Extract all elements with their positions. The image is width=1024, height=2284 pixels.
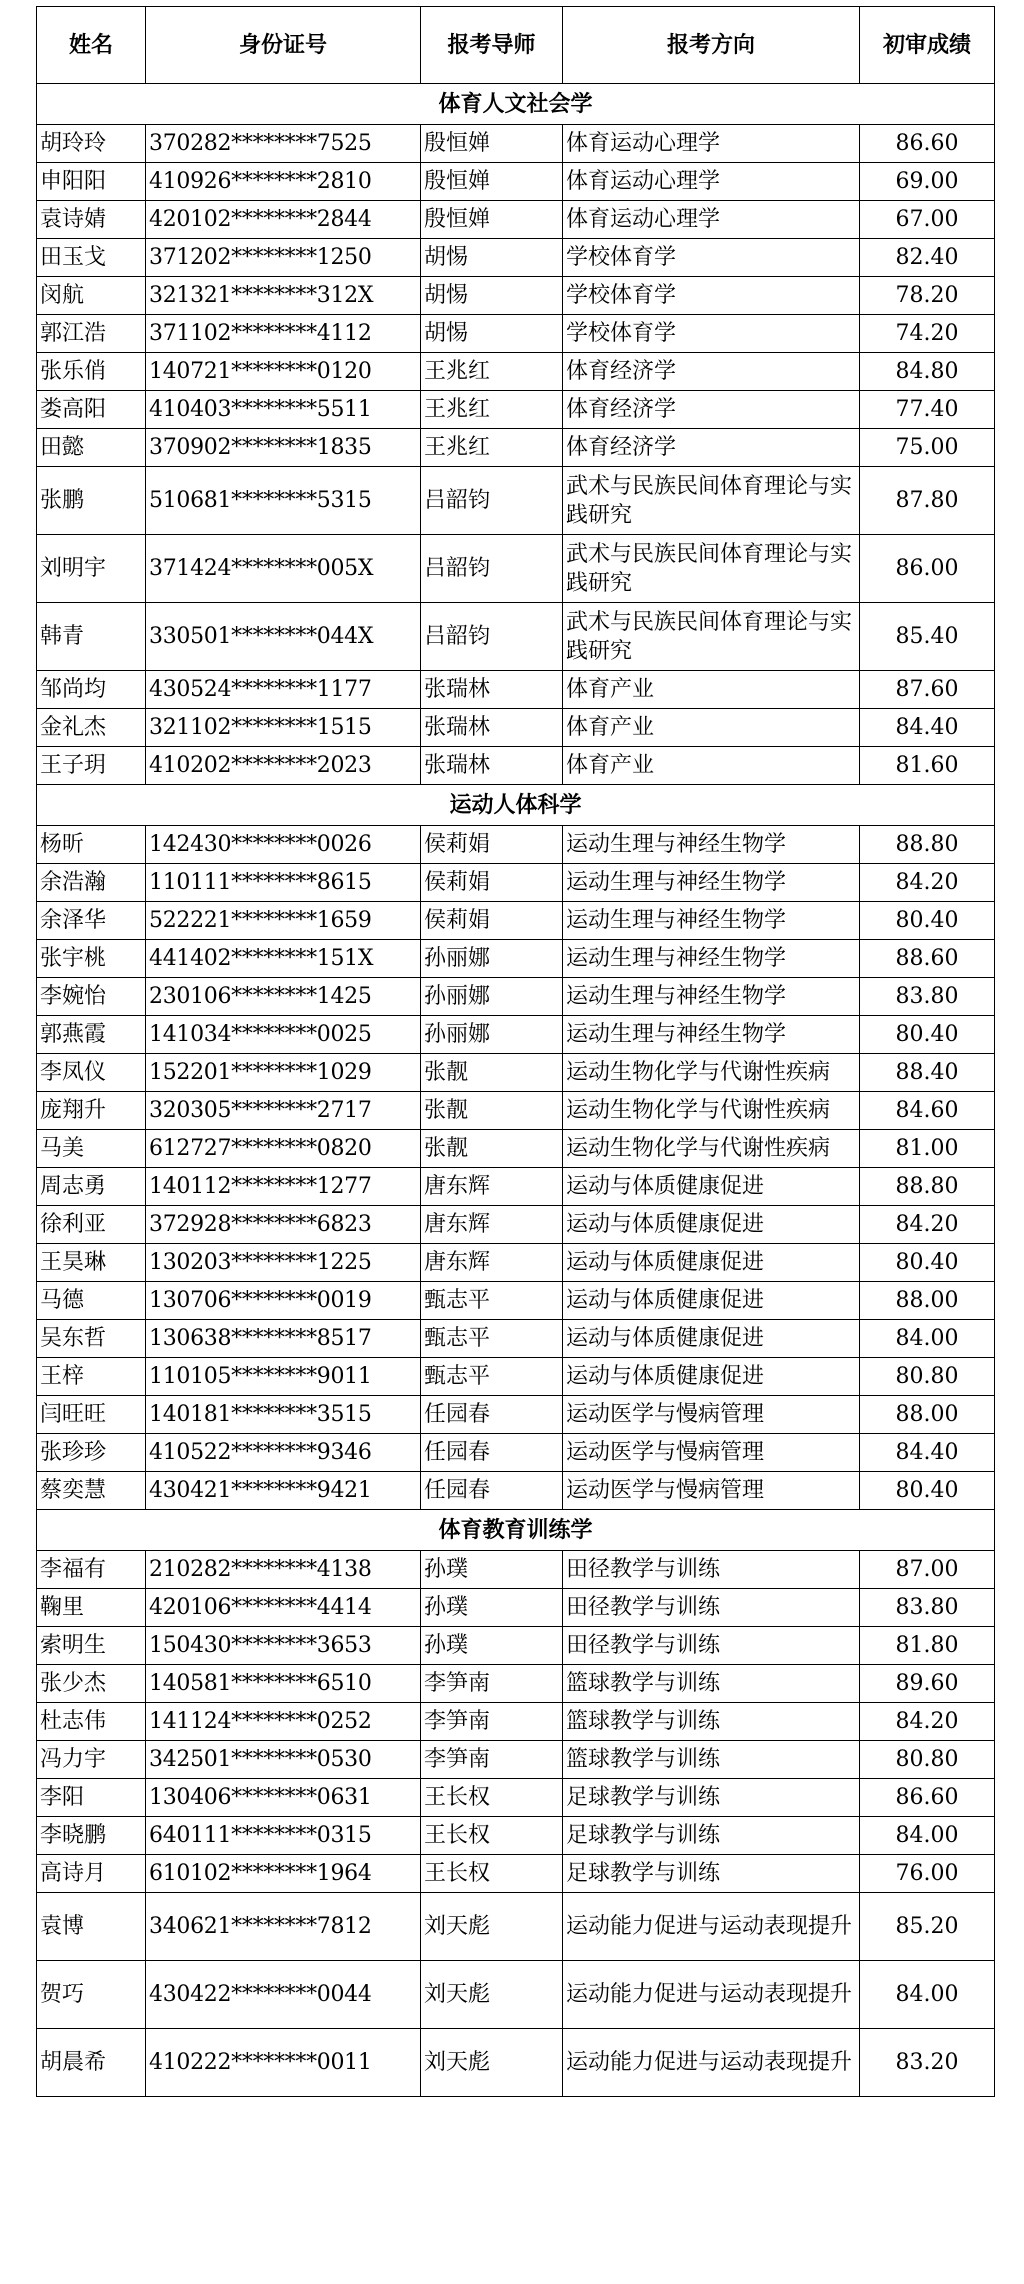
header-row (37, 7, 995, 84)
direction-cell: 篮球教学与训练 (563, 1741, 860, 1779)
table-row (37, 1244, 995, 1282)
direction-cell: 足球教学与训练 (563, 1779, 860, 1817)
tutor-cell: 李笋南 (421, 1665, 563, 1703)
id-cell: 612727********0820 (146, 1130, 421, 1168)
name-cell: 张珍珍 (37, 1434, 146, 1472)
id-cell: 230106********1425 (146, 978, 421, 1016)
direction-cell: 运动生理与神经生物学 (563, 1016, 860, 1054)
id-cell: 640111********0315 (146, 1817, 421, 1855)
name-cell: 邹尚均 (37, 671, 146, 709)
name-cell: 郭燕霞 (37, 1016, 146, 1054)
table-row (37, 603, 995, 671)
table-row (37, 1320, 995, 1358)
score-cell: 84.60 (860, 1092, 995, 1130)
score-cell: 86.60 (860, 1779, 995, 1817)
direction-cell: 运动生理与神经生物学 (563, 864, 860, 902)
tutor-cell: 侯莉娟 (421, 864, 563, 902)
table-row (37, 1855, 995, 1893)
score-cell: 83.20 (860, 2029, 995, 2097)
score-cell: 88.00 (860, 1396, 995, 1434)
id-cell: 342501********0530 (146, 1741, 421, 1779)
score-cell: 88.80 (860, 826, 995, 864)
tutor-cell: 孙丽娜 (421, 1016, 563, 1054)
direction-cell: 运动与体质健康促进 (563, 1320, 860, 1358)
direction-cell: 田径教学与训练 (563, 1551, 860, 1589)
id-cell: 371202********1250 (146, 239, 421, 277)
id-cell: 372928********6823 (146, 1206, 421, 1244)
name-cell: 胡晨希 (37, 2029, 146, 2097)
table-row (37, 864, 995, 902)
table-row (37, 201, 995, 239)
table-row (37, 902, 995, 940)
direction-cell: 体育产业 (563, 671, 860, 709)
id-cell: 140181********3515 (146, 1396, 421, 1434)
name-cell: 周志勇 (37, 1168, 146, 1206)
score-cell: 84.40 (860, 709, 995, 747)
tutor-cell: 唐东辉 (421, 1244, 563, 1282)
direction-cell: 篮球教学与训练 (563, 1665, 860, 1703)
name-cell: 马德 (37, 1282, 146, 1320)
table-row (37, 1472, 995, 1510)
table-row (37, 1130, 995, 1168)
direction-cell: 运动与体质健康促进 (563, 1206, 860, 1244)
table-row (37, 1054, 995, 1092)
direction-cell: 武术与民族民间体育理论与实践研究 (563, 603, 860, 671)
tutor-cell: 甄志平 (421, 1282, 563, 1320)
tutor-cell: 张瑞林 (421, 747, 563, 785)
tutor-cell: 王长权 (421, 1817, 563, 1855)
score-cell: 80.40 (860, 1244, 995, 1282)
name-cell: 胡玲玲 (37, 125, 146, 163)
score-cell: 88.80 (860, 1168, 995, 1206)
table-row (37, 391, 995, 429)
direction-cell: 学校体育学 (563, 315, 860, 353)
tutor-cell: 吕韶钧 (421, 467, 563, 535)
id-cell: 140581********6510 (146, 1665, 421, 1703)
id-cell: 130203********1225 (146, 1244, 421, 1282)
id-cell: 420106********4414 (146, 1589, 421, 1627)
tutor-cell: 任园春 (421, 1472, 563, 1510)
score-cell: 86.00 (860, 535, 995, 603)
name-cell: 张鹏 (37, 467, 146, 535)
tutor-cell: 刘天彪 (421, 1961, 563, 2029)
id-cell: 141034********0025 (146, 1016, 421, 1054)
score-cell: 84.00 (860, 1961, 995, 2029)
table-row (37, 429, 995, 467)
name-cell: 袁诗婧 (37, 201, 146, 239)
direction-cell: 运动与体质健康促进 (563, 1168, 860, 1206)
direction-cell: 运动生理与神经生物学 (563, 940, 860, 978)
name-cell: 闵航 (37, 277, 146, 315)
score-cell: 80.80 (860, 1358, 995, 1396)
tutor-cell: 王兆红 (421, 353, 563, 391)
id-cell: 340621********7812 (146, 1893, 421, 1961)
tutor-cell: 王长权 (421, 1855, 563, 1893)
table-row (37, 1703, 995, 1741)
id-cell: 130406********0631 (146, 1779, 421, 1817)
id-cell: 371424********005X (146, 535, 421, 603)
name-cell: 张少杰 (37, 1665, 146, 1703)
name-cell: 刘明宇 (37, 535, 146, 603)
tutor-cell: 胡惕 (421, 315, 563, 353)
id-cell: 150430********3653 (146, 1627, 421, 1665)
direction-cell: 田径教学与训练 (563, 1627, 860, 1665)
score-cell: 67.00 (860, 201, 995, 239)
id-cell: 321102********1515 (146, 709, 421, 747)
table-row (37, 1627, 995, 1665)
table-row (37, 315, 995, 353)
direction-cell: 运动生物化学与代谢性疾病 (563, 1092, 860, 1130)
table-row (37, 1092, 995, 1130)
score-cell: 88.40 (860, 1054, 995, 1092)
table-row (37, 1282, 995, 1320)
score-cell: 83.80 (860, 1589, 995, 1627)
direction-cell: 运动生物化学与代谢性疾病 (563, 1130, 860, 1168)
score-cell: 87.80 (860, 467, 995, 535)
direction-cell: 体育运动心理学 (563, 125, 860, 163)
table-row (37, 671, 995, 709)
table-row (37, 940, 995, 978)
tutor-cell: 唐东辉 (421, 1168, 563, 1206)
score-cell: 89.60 (860, 1665, 995, 1703)
name-cell: 金礼杰 (37, 709, 146, 747)
table-row (37, 1551, 995, 1589)
id-cell: 140721********0120 (146, 353, 421, 391)
id-cell: 610102********1964 (146, 1855, 421, 1893)
id-cell: 410403********5511 (146, 391, 421, 429)
id-cell: 321321********312X (146, 277, 421, 315)
direction-cell: 运动生理与神经生物学 (563, 978, 860, 1016)
table-row (37, 239, 995, 277)
name-cell: 蔡奕慧 (37, 1472, 146, 1510)
tutor-cell: 孙丽娜 (421, 940, 563, 978)
name-cell: 余泽华 (37, 902, 146, 940)
score-cell: 84.20 (860, 864, 995, 902)
table-row (37, 826, 995, 864)
name-cell: 余浩瀚 (37, 864, 146, 902)
name-cell: 田懿 (37, 429, 146, 467)
tutor-cell: 胡惕 (421, 239, 563, 277)
table-row (37, 978, 995, 1016)
score-cell: 81.80 (860, 1627, 995, 1665)
tutor-cell: 任园春 (421, 1434, 563, 1472)
direction-cell: 运动医学与慢病管理 (563, 1472, 860, 1510)
table-row (37, 1741, 995, 1779)
score-cell: 81.60 (860, 747, 995, 785)
section-row (37, 84, 995, 125)
direction-cell: 运动医学与慢病管理 (563, 1396, 860, 1434)
score-cell: 87.00 (860, 1551, 995, 1589)
name-cell: 吴东哲 (37, 1320, 146, 1358)
score-cell: 83.80 (860, 978, 995, 1016)
direction-cell: 体育经济学 (563, 429, 860, 467)
name-cell: 李凤仪 (37, 1054, 146, 1092)
direction-cell: 体育产业 (563, 709, 860, 747)
direction-cell: 武术与民族民间体育理论与实践研究 (563, 535, 860, 603)
name-cell: 冯力宇 (37, 1741, 146, 1779)
name-cell: 索明生 (37, 1627, 146, 1665)
score-cell: 85.40 (860, 603, 995, 671)
header-score: 初审成绩 (860, 7, 995, 84)
table-row (37, 1434, 995, 1472)
direction-cell: 武术与民族民间体育理论与实践研究 (563, 467, 860, 535)
tutor-cell: 甄志平 (421, 1358, 563, 1396)
id-cell: 371102********4112 (146, 315, 421, 353)
direction-cell: 运动医学与慢病管理 (563, 1434, 860, 1472)
section-row (37, 1510, 995, 1551)
id-cell: 430524********1177 (146, 671, 421, 709)
tutor-cell: 孙璞 (421, 1589, 563, 1627)
score-cell: 74.20 (860, 315, 995, 353)
id-cell: 410522********9346 (146, 1434, 421, 1472)
score-cell: 75.00 (860, 429, 995, 467)
name-cell: 鞠里 (37, 1589, 146, 1627)
table-row (37, 747, 995, 785)
name-cell: 马美 (37, 1130, 146, 1168)
name-cell: 张宇桃 (37, 940, 146, 978)
header-direction: 报考方向 (563, 7, 860, 84)
tutor-cell: 孙璞 (421, 1627, 563, 1665)
direction-cell: 运动能力促进与运动表现提升 (563, 1893, 860, 1961)
id-cell: 430421********9421 (146, 1472, 421, 1510)
id-cell: 522221********1659 (146, 902, 421, 940)
direction-cell: 足球教学与训练 (563, 1855, 860, 1893)
id-cell: 320305********2717 (146, 1092, 421, 1130)
section-title: 运动人体科学 (37, 785, 995, 826)
name-cell: 韩青 (37, 603, 146, 671)
score-cell: 88.00 (860, 1282, 995, 1320)
score-cell: 81.00 (860, 1130, 995, 1168)
tutor-cell: 唐东辉 (421, 1206, 563, 1244)
tutor-cell: 张靓 (421, 1130, 563, 1168)
name-cell: 袁博 (37, 1893, 146, 1961)
id-cell: 110105********9011 (146, 1358, 421, 1396)
score-cell: 84.00 (860, 1817, 995, 1855)
score-cell: 77.40 (860, 391, 995, 429)
id-cell: 370282********7525 (146, 125, 421, 163)
tutor-cell: 侯莉娟 (421, 902, 563, 940)
name-cell: 李福有 (37, 1551, 146, 1589)
table-row (37, 1589, 995, 1627)
direction-cell: 篮球教学与训练 (563, 1703, 860, 1741)
name-cell: 李晓鹏 (37, 1817, 146, 1855)
score-cell: 76.00 (860, 1855, 995, 1893)
direction-cell: 体育经济学 (563, 353, 860, 391)
direction-cell: 运动生理与神经生物学 (563, 902, 860, 940)
direction-cell: 学校体育学 (563, 239, 860, 277)
tutor-cell: 吕韶钧 (421, 603, 563, 671)
table-row (37, 1168, 995, 1206)
tutor-cell: 王兆红 (421, 391, 563, 429)
id-cell: 420102********2844 (146, 201, 421, 239)
tutor-cell: 王长权 (421, 1779, 563, 1817)
table-row (37, 277, 995, 315)
header-tutor: 报考导师 (421, 7, 563, 84)
table-row (37, 1358, 995, 1396)
name-cell: 高诗月 (37, 1855, 146, 1893)
score-cell: 80.40 (860, 1472, 995, 1510)
table-row (37, 125, 995, 163)
table-row (37, 1779, 995, 1817)
name-cell: 杨昕 (37, 826, 146, 864)
score-cell: 87.60 (860, 671, 995, 709)
direction-cell: 学校体育学 (563, 277, 860, 315)
name-cell: 王子玥 (37, 747, 146, 785)
score-cell: 80.80 (860, 1741, 995, 1779)
table-row (37, 1206, 995, 1244)
table-row (37, 1396, 995, 1434)
tutor-cell: 孙丽娜 (421, 978, 563, 1016)
tutor-cell: 张瑞林 (421, 709, 563, 747)
name-cell: 郭江浩 (37, 315, 146, 353)
header-id: 身份证号 (146, 7, 421, 84)
name-cell: 李婉怡 (37, 978, 146, 1016)
tutor-cell: 侯莉娟 (421, 826, 563, 864)
id-cell: 140112********1277 (146, 1168, 421, 1206)
score-cell: 84.20 (860, 1206, 995, 1244)
tutor-cell: 张瑞林 (421, 671, 563, 709)
table-row (37, 467, 995, 535)
direction-cell: 足球教学与训练 (563, 1817, 860, 1855)
direction-cell: 运动生理与神经生物学 (563, 826, 860, 864)
score-cell: 84.00 (860, 1320, 995, 1358)
table-row (37, 163, 995, 201)
id-cell: 210282********4138 (146, 1551, 421, 1589)
tutor-cell: 胡惕 (421, 277, 563, 315)
section-title: 体育人文社会学 (37, 84, 995, 125)
table-row (37, 1817, 995, 1855)
score-cell: 84.20 (860, 1703, 995, 1741)
direction-cell: 田径教学与训练 (563, 1589, 860, 1627)
name-cell: 闫旺旺 (37, 1396, 146, 1434)
tutor-cell: 殷恒婵 (421, 125, 563, 163)
section-row (37, 785, 995, 826)
direction-cell: 运动与体质健康促进 (563, 1244, 860, 1282)
id-cell: 141124********0252 (146, 1703, 421, 1741)
direction-cell: 运动能力促进与运动表现提升 (563, 2029, 860, 2097)
score-cell: 82.40 (860, 239, 995, 277)
score-cell: 86.60 (860, 125, 995, 163)
id-cell: 130638********8517 (146, 1320, 421, 1358)
tutor-cell: 孙璞 (421, 1551, 563, 1589)
tutor-cell: 任园春 (421, 1396, 563, 1434)
id-cell: 410926********2810 (146, 163, 421, 201)
tutor-cell: 李笋南 (421, 1741, 563, 1779)
id-cell: 430422********0044 (146, 1961, 421, 2029)
table-row (37, 353, 995, 391)
table-row (37, 535, 995, 603)
table-row (37, 1016, 995, 1054)
table-row (37, 709, 995, 747)
tutor-cell: 张靓 (421, 1092, 563, 1130)
score-cell: 85.20 (860, 1893, 995, 1961)
tutor-cell: 甄志平 (421, 1320, 563, 1358)
name-cell: 娄高阳 (37, 391, 146, 429)
name-cell: 张乐俏 (37, 353, 146, 391)
direction-cell: 体育运动心理学 (563, 201, 860, 239)
id-cell: 510681********5315 (146, 467, 421, 535)
id-cell: 110111********8615 (146, 864, 421, 902)
id-cell: 370902********1835 (146, 429, 421, 467)
score-cell: 84.40 (860, 1434, 995, 1472)
score-table (36, 6, 995, 2097)
tutor-cell: 刘天彪 (421, 2029, 563, 2097)
name-cell: 贺巧 (37, 1961, 146, 2029)
name-cell: 徐利亚 (37, 1206, 146, 1244)
table-body (37, 84, 995, 2097)
direction-cell: 运动与体质健康促进 (563, 1358, 860, 1396)
name-cell: 庞翔升 (37, 1092, 146, 1130)
name-cell: 杜志伟 (37, 1703, 146, 1741)
direction-cell: 运动能力促进与运动表现提升 (563, 1961, 860, 2029)
tutor-cell: 殷恒婵 (421, 201, 563, 239)
direction-cell: 运动与体质健康促进 (563, 1282, 860, 1320)
tutor-cell: 王兆红 (421, 429, 563, 467)
id-cell: 142430********0026 (146, 826, 421, 864)
direction-cell: 体育产业 (563, 747, 860, 785)
id-cell: 441402********151X (146, 940, 421, 978)
score-cell: 78.20 (860, 277, 995, 315)
score-cell: 84.80 (860, 353, 995, 391)
score-cell: 80.40 (860, 902, 995, 940)
id-cell: 410202********2023 (146, 747, 421, 785)
id-cell: 130706********0019 (146, 1282, 421, 1320)
name-cell: 李阳 (37, 1779, 146, 1817)
name-cell: 申阳阳 (37, 163, 146, 201)
score-cell: 69.00 (860, 163, 995, 201)
direction-cell: 体育经济学 (563, 391, 860, 429)
header-name: 姓名 (37, 7, 146, 84)
tutor-cell: 吕韶钧 (421, 535, 563, 603)
name-cell: 王梓 (37, 1358, 146, 1396)
score-cell: 88.60 (860, 940, 995, 978)
table-row (37, 1893, 995, 1961)
tutor-cell: 张靓 (421, 1054, 563, 1092)
id-cell: 410222********0011 (146, 2029, 421, 2097)
direction-cell: 运动生物化学与代谢性疾病 (563, 1054, 860, 1092)
tutor-cell: 殷恒婵 (421, 163, 563, 201)
name-cell: 王昊琳 (37, 1244, 146, 1282)
tutor-cell: 刘天彪 (421, 1893, 563, 1961)
name-cell: 田玉戈 (37, 239, 146, 277)
score-cell: 80.40 (860, 1016, 995, 1054)
section-title: 体育教育训练学 (37, 1510, 995, 1551)
id-cell: 330501********044X (146, 603, 421, 671)
table-row (37, 1961, 995, 2029)
table-row (37, 1665, 995, 1703)
tutor-cell: 李笋南 (421, 1703, 563, 1741)
direction-cell: 体育运动心理学 (563, 163, 860, 201)
table-row (37, 2029, 995, 2097)
id-cell: 152201********1029 (146, 1054, 421, 1092)
